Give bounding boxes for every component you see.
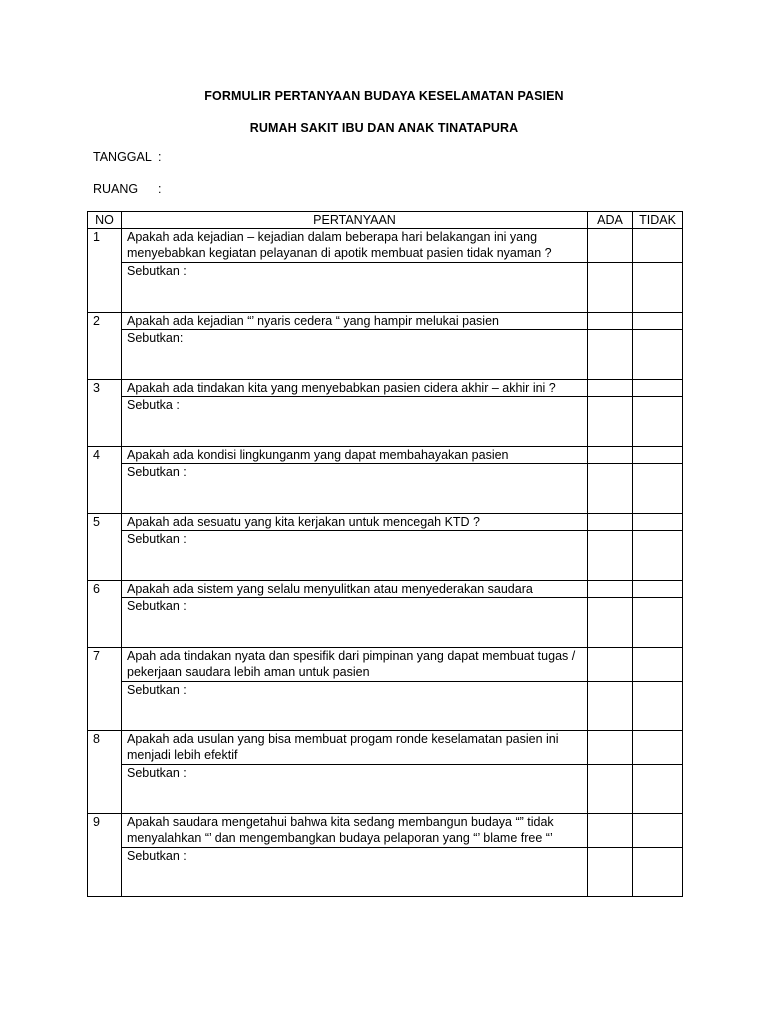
question-text: Apah ada tindakan nyata dan spesifik dari pimpinan yang dapat membuat tugas / pekerjaan saudara lebih aman untuk pasien bbox=[122, 648, 588, 682]
answer-field[interactable] bbox=[122, 397, 588, 447]
tidak-cell[interactable] bbox=[633, 814, 683, 848]
tanggal-field bbox=[93, 150, 161, 164]
question-number: 7 bbox=[88, 648, 122, 731]
answer-row bbox=[88, 397, 683, 447]
ada-cell[interactable] bbox=[588, 648, 633, 682]
question-number: 5 bbox=[88, 514, 122, 581]
ada-answer-cell[interactable] bbox=[588, 765, 633, 814]
answer-field[interactable] bbox=[122, 263, 588, 313]
answer-prompt: Sebutkan : bbox=[127, 766, 187, 780]
question-row bbox=[88, 731, 683, 765]
ada-answer-cell[interactable] bbox=[588, 682, 633, 731]
tidak-answer-cell[interactable] bbox=[633, 682, 683, 731]
tidak-answer-cell[interactable] bbox=[633, 765, 683, 814]
ada-answer-cell[interactable] bbox=[588, 397, 633, 447]
tidak-cell[interactable] bbox=[633, 581, 683, 598]
header-no: NO bbox=[88, 212, 122, 229]
question-number: 9 bbox=[88, 814, 122, 897]
answer-field[interactable] bbox=[122, 765, 588, 814]
tanggal-label: TANGGAL bbox=[93, 150, 152, 164]
tidak-answer-cell[interactable] bbox=[633, 531, 683, 581]
questionnaire-table bbox=[87, 211, 683, 897]
question-row bbox=[88, 514, 683, 531]
header-ada: ADA bbox=[588, 212, 633, 229]
answer-row bbox=[88, 848, 683, 897]
ada-answer-cell[interactable] bbox=[588, 531, 633, 581]
answer-prompt: Sebutkan : bbox=[127, 599, 187, 613]
answer-field[interactable] bbox=[122, 531, 588, 581]
ada-answer-cell[interactable] bbox=[588, 330, 633, 380]
answer-row bbox=[88, 464, 683, 514]
question-number: 8 bbox=[88, 731, 122, 814]
ada-answer-cell[interactable] bbox=[588, 464, 633, 514]
tidak-cell[interactable] bbox=[633, 313, 683, 330]
hospital-name: RUMAH SAKIT IBU DAN ANAK TINATAPURA bbox=[249, 121, 519, 135]
answer-row bbox=[88, 598, 683, 648]
tidak-answer-cell[interactable] bbox=[633, 330, 683, 380]
question-text: Apakah saudara mengetahui bahwa kita sedang membangun budaya “” tidak menyalahkan “’ dan mengembangkan budaya pelaporan yang “’ blame free “’ bbox=[122, 814, 588, 848]
tanggal-separator: : bbox=[158, 150, 162, 164]
question-row bbox=[88, 380, 683, 397]
ada-answer-cell[interactable] bbox=[588, 598, 633, 648]
question-number: 3 bbox=[88, 380, 122, 447]
header-question: PERTANYAAN bbox=[122, 212, 588, 229]
ada-cell[interactable] bbox=[588, 731, 633, 765]
ruang-label: RUANG bbox=[93, 182, 139, 196]
answer-prompt: Sebutkan : bbox=[127, 264, 187, 278]
tidak-cell[interactable] bbox=[633, 514, 683, 531]
tidak-cell[interactable] bbox=[633, 229, 683, 263]
tidak-answer-cell[interactable] bbox=[633, 848, 683, 897]
answer-row bbox=[88, 330, 683, 380]
ada-cell[interactable] bbox=[588, 447, 633, 464]
question-number: 6 bbox=[88, 581, 122, 648]
tidak-answer-cell[interactable] bbox=[633, 263, 683, 313]
tidak-answer-cell[interactable] bbox=[633, 397, 683, 447]
answer-field[interactable] bbox=[122, 682, 588, 731]
question-row bbox=[88, 229, 683, 263]
question-number: 1 bbox=[88, 229, 122, 313]
answer-field[interactable] bbox=[122, 598, 588, 648]
table-header-row bbox=[88, 212, 683, 229]
answer-prompt: Sebutkan: bbox=[127, 331, 184, 345]
ada-cell[interactable] bbox=[588, 229, 633, 263]
question-row bbox=[88, 814, 683, 848]
question-number: 2 bbox=[88, 313, 122, 380]
ada-cell[interactable] bbox=[588, 814, 633, 848]
ruang-field bbox=[93, 182, 161, 196]
answer-prompt: Sebutkan : bbox=[127, 532, 187, 546]
answer-field[interactable] bbox=[122, 464, 588, 514]
answer-row bbox=[88, 263, 683, 313]
question-text: Apakah ada tindakan kita yang menyebabkan pasien cidera akhir – akhir ini ? bbox=[122, 380, 588, 397]
answer-prompt: Sebutkan : bbox=[127, 849, 187, 863]
question-text: Apakah ada kondisi lingkunganm yang dapat membahayakan pasien bbox=[122, 447, 588, 464]
question-text: Apakah ada kejadian – kejadian dalam beberapa hari belakangan ini yang menyebabkan kegiatan pelayanan di apotik membuat pasien tidak nyaman ? bbox=[122, 229, 588, 263]
form-title: FORMULIR PERTANYAAN BUDAYA KESELAMATAN PASIEN bbox=[204, 89, 564, 103]
answer-prompt: Sebutka : bbox=[127, 398, 180, 412]
answer-prompt: Sebutkan : bbox=[127, 683, 187, 697]
answer-field[interactable] bbox=[122, 848, 588, 897]
answer-row bbox=[88, 531, 683, 581]
ada-cell[interactable] bbox=[588, 313, 633, 330]
question-row bbox=[88, 313, 683, 330]
answer-row bbox=[88, 765, 683, 814]
question-text: Apakah ada sistem yang selalu menyulitkan atau menyederakan saudara bbox=[122, 581, 588, 598]
header-tidak: TIDAK bbox=[633, 212, 683, 229]
question-number: 4 bbox=[88, 447, 122, 514]
question-text: Apakah ada sesuatu yang kita kerjakan untuk mencegah KTD ? bbox=[122, 514, 588, 531]
question-row bbox=[88, 581, 683, 598]
tidak-cell[interactable] bbox=[633, 731, 683, 765]
question-row bbox=[88, 447, 683, 464]
answer-row bbox=[88, 682, 683, 731]
ada-cell[interactable] bbox=[588, 514, 633, 531]
question-row bbox=[88, 648, 683, 682]
tidak-cell[interactable] bbox=[633, 447, 683, 464]
tidak-cell[interactable] bbox=[633, 648, 683, 682]
ruang-separator: : bbox=[158, 182, 162, 196]
question-text: Apakah ada usulan yang bisa membuat progam ronde keselamatan pasien ini menjadi lebih efektif bbox=[122, 731, 588, 765]
answer-field[interactable] bbox=[122, 330, 588, 380]
question-text: Apakah ada kejadian “’ nyaris cedera “ yang hampir melukai pasien bbox=[122, 313, 588, 330]
ada-answer-cell[interactable] bbox=[588, 263, 633, 313]
tidak-answer-cell[interactable] bbox=[633, 464, 683, 514]
ada-cell[interactable] bbox=[588, 380, 633, 397]
ada-answer-cell[interactable] bbox=[588, 848, 633, 897]
ada-cell[interactable] bbox=[588, 581, 633, 598]
answer-prompt: Sebutkan : bbox=[127, 465, 187, 479]
tidak-answer-cell[interactable] bbox=[633, 598, 683, 648]
tidak-cell[interactable] bbox=[633, 380, 683, 397]
